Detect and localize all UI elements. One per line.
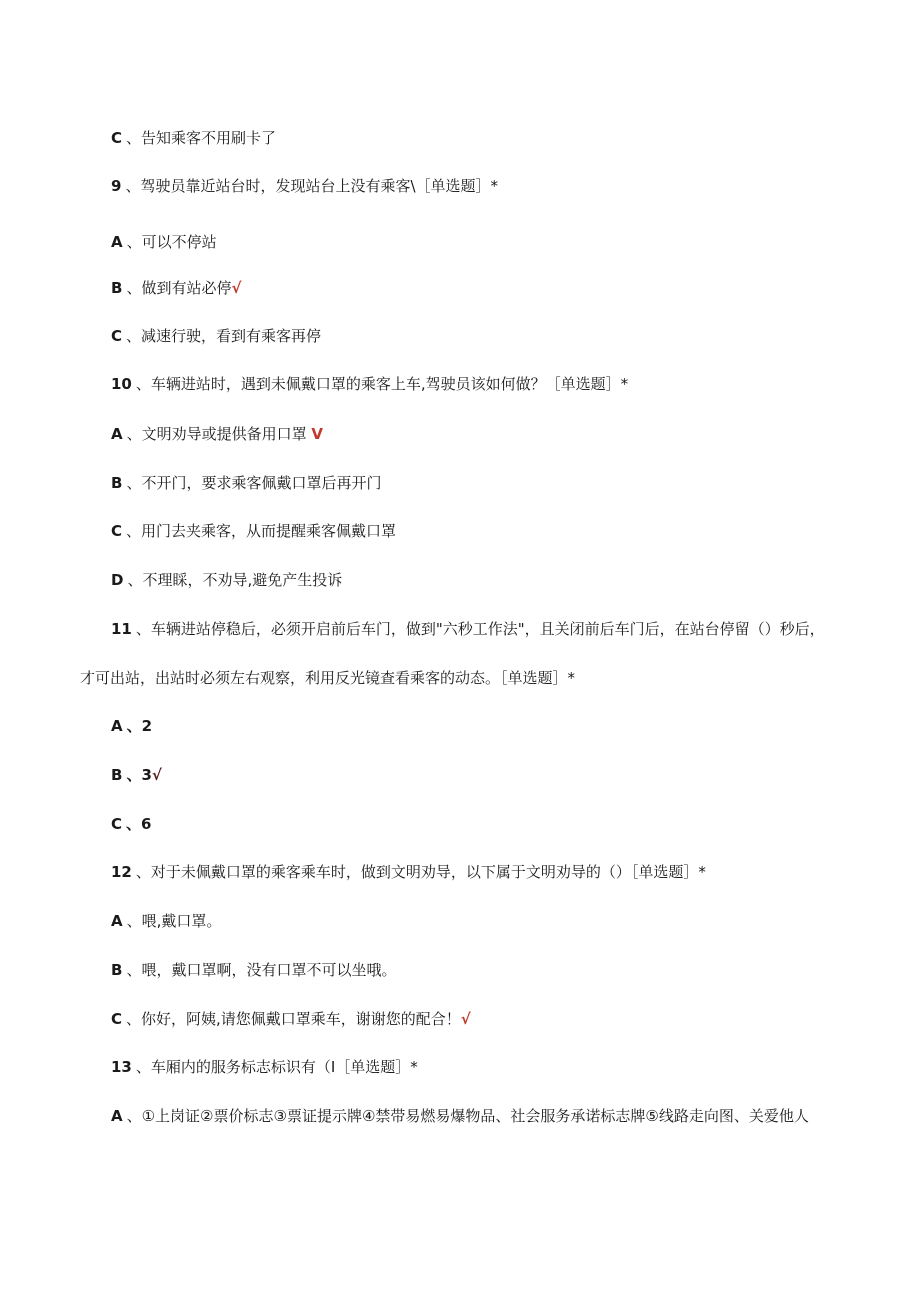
option-9-c: C 、减速行驶，看到有乘客再停 [111, 327, 322, 345]
question-11: 11 、车辆进站停稳后，必须开启前后车门，做到"六秒工作法"，且关闭前后车门后，在站台停留（）秒后， [111, 620, 825, 638]
option-11-b: B 、3√ [111, 766, 162, 784]
option-10-d: D 、不理睬，不劝导,避免产生投诉 [111, 571, 343, 589]
option-13-a: A 、①上岗证②票价标志③票证提示牌④禁带易燃易爆物品、社会服务承诺标志牌⑤线路走向图、关爱他人 [111, 1107, 809, 1125]
question-13: 13 、车厢内的服务标志标识有（I［单选题］* [111, 1058, 418, 1076]
option-12-a: A 、喂,戴口罩。 [111, 912, 222, 930]
option-11-c: C 、6 [111, 815, 152, 833]
option-12-b: B 、喂，戴口罩啊，没有口罩不可以坐哦。 [111, 961, 397, 979]
option-12-c: C 、你好，阿姨,请您佩戴口罩乘车，谢谢您的配合！√ [111, 1010, 471, 1028]
correct-mark: V [311, 425, 324, 443]
option-9-a: A 、可以不停站 [111, 233, 217, 251]
option-11-a: A 、2 [111, 717, 153, 735]
correct-mark: √ [460, 1010, 471, 1028]
option-10-b: B 、不开门，要求乘客佩戴口罩后再开门 [111, 474, 382, 492]
option-9-b: B 、做到有站必停√ [111, 279, 242, 297]
option-10-c: C 、用门去夹乘客，从而提醒乘客佩戴口罩 [111, 522, 397, 540]
correct-mark: √ [151, 766, 162, 784]
correct-mark: √ [231, 279, 242, 297]
question-12: 12 、对于未佩戴口罩的乘客乘车时，做到文明劝导，以下属于文明劝导的（）［单选题］* [111, 863, 706, 881]
question-9: 9 、驾驶员靠近站台时，发现站台上没有乘客\［单选题］* [111, 177, 498, 195]
question-11-continuation: 才可出站，出站时必须左右观察，利用反光镜查看乘客的动态。［单选题］* [80, 669, 576, 687]
question-10: 10 、车辆进站时，遇到未佩戴口罩的乘客上车,驾驶员该如何做？［单选题］* [111, 375, 629, 393]
option-10-a: A 、文明劝导或提供备用口罩 V [111, 425, 324, 443]
option-9-prev-c: C 、告知乘客不用刷卡了 [111, 129, 277, 147]
